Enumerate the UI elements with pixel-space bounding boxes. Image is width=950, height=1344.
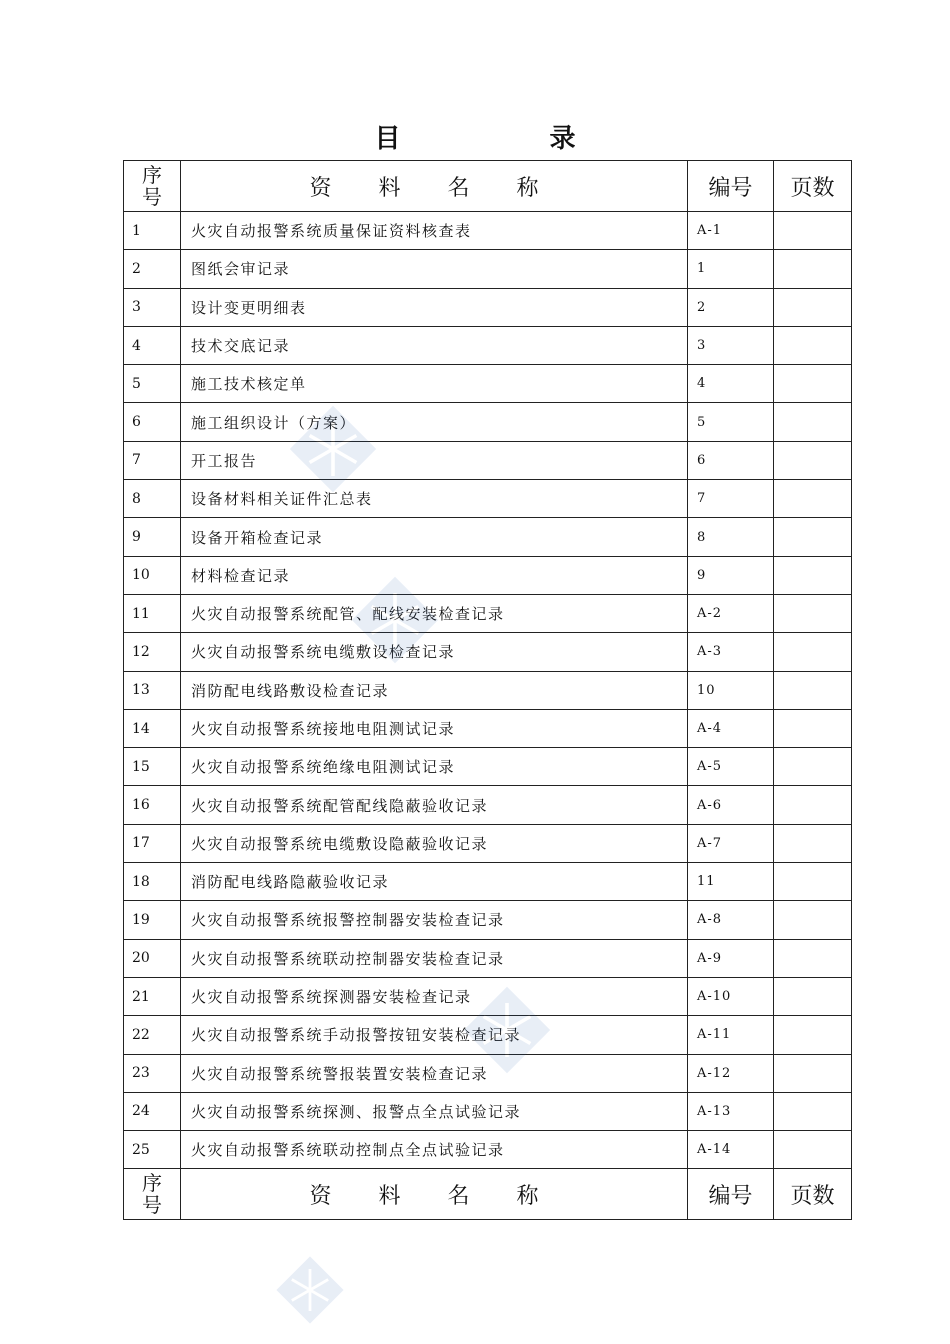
row-number: 5 bbox=[124, 365, 181, 403]
row-number: 25 bbox=[124, 1131, 181, 1169]
table-row bbox=[124, 403, 852, 441]
row-title: 开工报告 bbox=[181, 441, 688, 479]
row-title: 火灾自动报警系统联动控制器安装检查记录 bbox=[181, 939, 688, 977]
row-number: 11 bbox=[124, 594, 181, 632]
row-title: 施工技术核定单 bbox=[181, 365, 688, 403]
table-row bbox=[124, 212, 852, 250]
row-code: 2 bbox=[688, 288, 774, 326]
row-code: A-5 bbox=[688, 748, 774, 786]
row-number: 4 bbox=[124, 326, 181, 364]
table-row bbox=[124, 633, 852, 671]
row-title: 火灾自动报警系统联动控制点全点试验记录 bbox=[181, 1131, 688, 1169]
row-title: 火灾自动报警系统电缆敷设检查记录 bbox=[181, 633, 688, 671]
row-pages bbox=[774, 594, 852, 632]
row-code: A-11 bbox=[688, 1016, 774, 1054]
row-title: 设备开箱检查记录 bbox=[181, 518, 688, 556]
row-title: 火灾自动报警系统质量保证资料核查表 bbox=[181, 212, 688, 250]
row-code: A-6 bbox=[688, 786, 774, 824]
table-row bbox=[124, 250, 852, 288]
row-number: 7 bbox=[124, 441, 181, 479]
table-row bbox=[124, 518, 852, 556]
row-code: A-2 bbox=[688, 594, 774, 632]
row-code: A-3 bbox=[688, 633, 774, 671]
row-code: A-9 bbox=[688, 939, 774, 977]
row-pages bbox=[774, 863, 852, 901]
row-title: 火灾自动报警系统绝缘电阻测试记录 bbox=[181, 748, 688, 786]
table-row bbox=[124, 786, 852, 824]
header-seq: 序 号 bbox=[124, 161, 181, 212]
row-title: 设备材料相关证件汇总表 bbox=[181, 480, 688, 518]
row-number: 15 bbox=[124, 748, 181, 786]
table-header-row bbox=[124, 161, 852, 212]
row-code: A-13 bbox=[688, 1092, 774, 1130]
row-code: 10 bbox=[688, 671, 774, 709]
row-pages bbox=[774, 1092, 852, 1130]
snowflake-watermark-icon bbox=[350, 575, 440, 665]
row-number: 21 bbox=[124, 977, 181, 1015]
row-title: 设计变更明细表 bbox=[181, 288, 688, 326]
table-row bbox=[124, 901, 852, 939]
row-pages bbox=[774, 403, 852, 441]
row-title: 火灾自动报警系统电缆敷设隐蔽验收记录 bbox=[181, 824, 688, 862]
table-row bbox=[124, 709, 852, 747]
row-number: 24 bbox=[124, 1092, 181, 1130]
row-number: 8 bbox=[124, 480, 181, 518]
row-code: 4 bbox=[688, 365, 774, 403]
row-pages bbox=[774, 212, 852, 250]
row-pages bbox=[774, 633, 852, 671]
row-pages bbox=[774, 1054, 852, 1092]
row-code: A-1 bbox=[688, 212, 774, 250]
row-pages bbox=[774, 365, 852, 403]
row-title: 火灾自动报警系统配管、配线安装检查记录 bbox=[181, 594, 688, 632]
row-number: 17 bbox=[124, 824, 181, 862]
row-code: 7 bbox=[688, 480, 774, 518]
table-row bbox=[124, 824, 852, 862]
row-code: 9 bbox=[688, 556, 774, 594]
row-number: 6 bbox=[124, 403, 181, 441]
row-code: A-14 bbox=[688, 1131, 774, 1169]
row-title: 消防配电线路敷设检查记录 bbox=[181, 671, 688, 709]
row-number: 18 bbox=[124, 863, 181, 901]
header-pages: 页数 bbox=[774, 161, 852, 212]
row-title: 技术交底记录 bbox=[181, 326, 688, 364]
table-row bbox=[124, 594, 852, 632]
row-number: 23 bbox=[124, 1054, 181, 1092]
row-pages bbox=[774, 1016, 852, 1054]
table-row bbox=[124, 326, 852, 364]
footer-header-code: 编号 bbox=[688, 1169, 774, 1220]
snowflake-watermark-icon bbox=[275, 1255, 345, 1325]
header-code: 编号 bbox=[688, 161, 774, 212]
row-title: 材料检查记录 bbox=[181, 556, 688, 594]
row-pages bbox=[774, 441, 852, 479]
row-number: 3 bbox=[124, 288, 181, 326]
row-pages bbox=[774, 748, 852, 786]
row-code: 5 bbox=[688, 403, 774, 441]
row-number: 20 bbox=[124, 939, 181, 977]
row-pages bbox=[774, 671, 852, 709]
row-pages bbox=[774, 901, 852, 939]
footer-header-seq: 序 号 bbox=[124, 1169, 181, 1220]
row-pages bbox=[774, 518, 852, 556]
table-row bbox=[124, 748, 852, 786]
row-pages bbox=[774, 786, 852, 824]
row-code: A-10 bbox=[688, 977, 774, 1015]
table-footer-header-row bbox=[124, 1169, 852, 1220]
row-pages bbox=[774, 1131, 852, 1169]
row-pages bbox=[774, 250, 852, 288]
table-row bbox=[124, 365, 852, 403]
row-pages bbox=[774, 824, 852, 862]
row-pages bbox=[774, 288, 852, 326]
row-number: 22 bbox=[124, 1016, 181, 1054]
row-code: 6 bbox=[688, 441, 774, 479]
row-pages bbox=[774, 556, 852, 594]
row-number: 10 bbox=[124, 556, 181, 594]
snowflake-watermark-icon bbox=[462, 985, 552, 1075]
row-title: 火灾自动报警系统警报装置安装检查记录 bbox=[181, 1054, 688, 1092]
footer-header-name: 资 料 名 称 bbox=[181, 1169, 688, 1220]
table-row bbox=[124, 939, 852, 977]
table-row bbox=[124, 1092, 852, 1130]
footer-header-pages: 页数 bbox=[774, 1169, 852, 1220]
row-code: A-7 bbox=[688, 824, 774, 862]
row-title: 火灾自动报警系统手动报警按钮安装检查记录 bbox=[181, 1016, 688, 1054]
row-title: 火灾自动报警系统探测器安装检查记录 bbox=[181, 977, 688, 1015]
row-pages bbox=[774, 326, 852, 364]
table-row bbox=[124, 863, 852, 901]
table-row bbox=[124, 441, 852, 479]
row-title: 火灾自动报警系统报警控制器安装检查记录 bbox=[181, 901, 688, 939]
row-number: 2 bbox=[124, 250, 181, 288]
row-pages bbox=[774, 709, 852, 747]
row-title: 消防配电线路隐蔽验收记录 bbox=[181, 863, 688, 901]
row-code: 3 bbox=[688, 326, 774, 364]
table-row bbox=[124, 671, 852, 709]
table-row bbox=[124, 1131, 852, 1169]
page-title: 目 录 bbox=[374, 124, 646, 154]
row-number: 9 bbox=[124, 518, 181, 556]
row-number: 12 bbox=[124, 633, 181, 671]
row-title: 火灾自动报警系统配管配线隐蔽验收记录 bbox=[181, 786, 688, 824]
row-number: 1 bbox=[124, 212, 181, 250]
row-pages bbox=[774, 480, 852, 518]
row-title: 施工组织设计（方案） bbox=[181, 403, 688, 441]
row-title: 火灾自动报警系统接地电阻测试记录 bbox=[181, 709, 688, 747]
row-code: 1 bbox=[688, 250, 774, 288]
row-number: 14 bbox=[124, 709, 181, 747]
table-row bbox=[124, 556, 852, 594]
row-code: A-8 bbox=[688, 901, 774, 939]
snowflake-watermark-icon bbox=[288, 404, 378, 494]
row-code: A-12 bbox=[688, 1054, 774, 1092]
row-code: 8 bbox=[688, 518, 774, 556]
row-number: 13 bbox=[124, 671, 181, 709]
row-title: 图纸会审记录 bbox=[181, 250, 688, 288]
table-row bbox=[124, 480, 852, 518]
row-title: 火灾自动报警系统探测、报警点全点试验记录 bbox=[181, 1092, 688, 1130]
row-number: 16 bbox=[124, 786, 181, 824]
row-code: 11 bbox=[688, 863, 774, 901]
row-number: 19 bbox=[124, 901, 181, 939]
row-pages bbox=[774, 977, 852, 1015]
table-row bbox=[124, 288, 852, 326]
row-pages bbox=[774, 939, 852, 977]
row-code: A-4 bbox=[688, 709, 774, 747]
header-name: 资 料 名 称 bbox=[181, 161, 688, 212]
